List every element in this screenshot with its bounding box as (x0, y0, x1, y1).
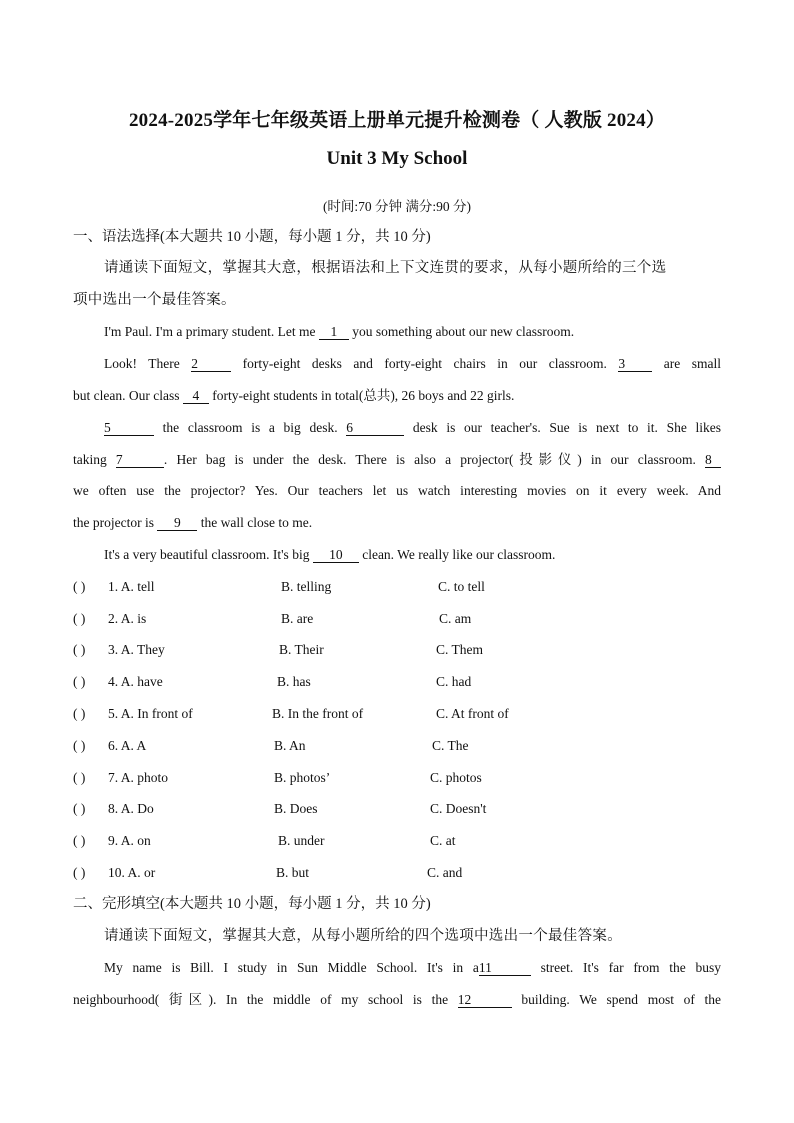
passage-paragraph-3-cont1: taking 7 . Her bag is under the desk. There is also a projector(投影仪) in our classroom. 8 (73, 451, 721, 469)
option-a[interactable]: 1. A. tell (108, 579, 155, 594)
option-a[interactable]: 3. A. They (108, 642, 165, 657)
answer-paren[interactable]: ( ) (73, 706, 86, 721)
answer-paren[interactable]: ( ) (73, 579, 86, 594)
option-b[interactable]: B. Their (279, 642, 324, 657)
answer-paren[interactable]: ( ) (73, 801, 86, 816)
option-a[interactable]: 2. A. is (108, 611, 147, 626)
cloze-paragraph-1-cont: neighbourhood( 街区). In the middle of my school is the 12 building. We spend most of the (73, 992, 722, 1007)
blank-9[interactable]: 9 (157, 515, 197, 531)
blank-8[interactable]: 8 (705, 452, 721, 468)
blank-5[interactable]: 5 (104, 420, 154, 436)
option-c[interactable]: C. At front of (436, 706, 509, 721)
section1-heading: 一、语法选择(本大题共 10 小题，每小题 1 分，共 10 分) (73, 229, 431, 245)
answer-paren[interactable]: ( ) (73, 611, 86, 626)
option-a[interactable]: 7. A. photo (108, 770, 169, 785)
exam-time-score: (时间:70 分钟 满分:90 分) (322, 199, 472, 214)
passage-paragraph-3-cont2: we often use the projector? Yes. Our teachers let us watch interesting movies on it every week. And (73, 483, 721, 498)
answer-paren[interactable]: ( ) (73, 770, 86, 785)
passage-paragraph-3-cont3: the projector is 9 the wall close to me. (73, 515, 313, 530)
option-c[interactable]: C. at (430, 833, 456, 848)
option-a[interactable]: 4. A. have (108, 674, 163, 689)
passage-paragraph-1: I'm Paul. I'm a primary student. Let me 1 you something about our new classroom. (104, 324, 575, 339)
unit-title: Unit 3 My School (326, 148, 468, 169)
section1-instruction-line1: 请通读下面短文，掌握其大意，根据语法和上下文连贯的要求，从每小题所给的三个选 (104, 260, 667, 276)
option-b[interactable]: B. Does (274, 801, 318, 816)
blank-2[interactable]: 2 (191, 356, 231, 372)
blank-11[interactable]: 11 (479, 960, 531, 976)
option-b[interactable]: B. In the front of (272, 706, 364, 721)
blank-3[interactable]: 3 (618, 356, 652, 372)
passage-paragraph-4: It's a very beautiful classroom. It's big 10 clean. We really like our classroom. (104, 547, 556, 562)
section2-heading: 二、完形填空(本大题共 10 小题，每小题 1 分，共 10 分) (73, 896, 431, 912)
option-b[interactable]: B. are (281, 611, 314, 626)
exam-title: 2024-2025学年七年级英语上册单元提升检测卷（ 人教版 2024） (128, 110, 666, 131)
option-b[interactable]: B. telling (281, 579, 332, 594)
blank-1[interactable]: 1 (319, 324, 349, 340)
blank-10[interactable]: 10 (313, 547, 359, 563)
answer-paren[interactable]: ( ) (73, 833, 86, 848)
option-c[interactable]: C. and (427, 865, 463, 880)
option-c[interactable]: C. to tell (438, 579, 485, 594)
answer-paren[interactable]: ( ) (73, 642, 86, 657)
option-c[interactable]: C. The (432, 738, 469, 753)
section2-instruction: 请通读下面短文，掌握其大意，从每小题所给的四个选项中选出一个最佳答案。 (104, 928, 622, 944)
blank-6[interactable]: 6 (346, 420, 404, 436)
answer-paren[interactable]: ( ) (73, 738, 86, 753)
option-b[interactable]: B. photos’ (274, 770, 331, 785)
option-a[interactable]: 8. A. Do (108, 801, 154, 816)
option-a[interactable]: 10. A. or (108, 865, 156, 880)
option-b[interactable]: B. An (274, 738, 306, 753)
passage-paragraph-2: Look! There 2 forty-eight desks and forty-eight chairs in our classroom. 3 are small (104, 356, 721, 371)
option-c[interactable]: C. photos (430, 770, 482, 785)
blank-12[interactable]: 12 (458, 992, 512, 1008)
option-a[interactable]: 6. A. A (108, 738, 147, 753)
option-a[interactable]: 9. A. on (108, 833, 151, 848)
option-c[interactable]: C. had (436, 674, 472, 689)
option-b[interactable]: B. but (276, 865, 310, 880)
passage-paragraph-3: 5 the classroom is a big desk. 6 desk is our teacher's. Sue is next to it. She likes (104, 420, 721, 435)
option-b[interactable]: B. has (277, 674, 311, 689)
option-a[interactable]: 5. A. In front of (108, 706, 193, 721)
blank-7[interactable]: 7 (116, 452, 164, 468)
blank-4[interactable]: 4 (183, 388, 209, 404)
answer-paren[interactable]: ( ) (73, 674, 86, 689)
answer-paren[interactable]: ( ) (73, 865, 86, 880)
option-c[interactable]: C. Them (436, 642, 483, 657)
option-c[interactable]: C. am (439, 611, 472, 626)
passage-paragraph-2-cont: but clean. Our class 4 forty-eight students in total(总共), 26 boys and 22 girls. (73, 388, 515, 403)
option-c[interactable]: C. Doesn't (430, 801, 487, 816)
option-b[interactable]: B. under (278, 833, 325, 848)
cloze-paragraph-1: My name is Bill. I study in Sun Middle School. It's in a11 street. It's far from the busy (104, 960, 722, 975)
section1-instruction-line2: 项中选出一个最佳答案。 (73, 292, 236, 308)
